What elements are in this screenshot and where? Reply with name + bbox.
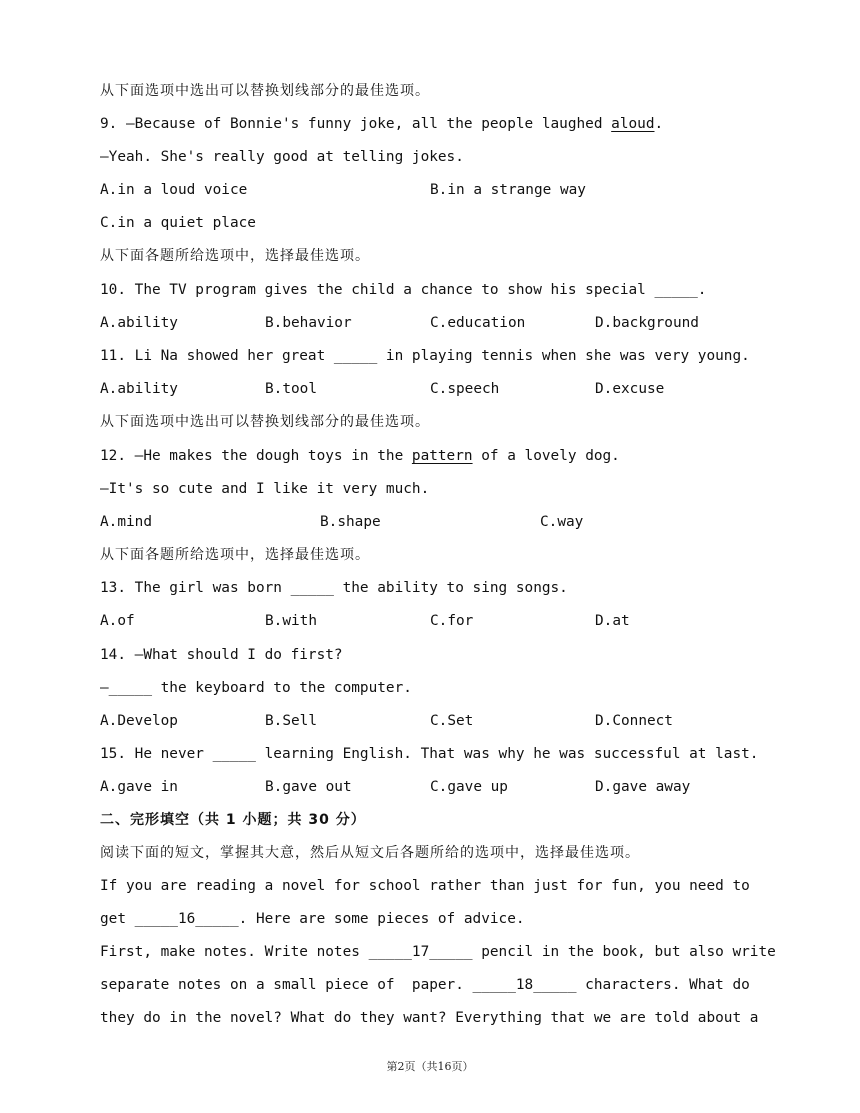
passage-line-2: get _____16_____. Here are some pieces of advice. [100, 911, 525, 927]
q11-option-a: A.ability [100, 381, 178, 397]
q9-text-after: . [654, 116, 664, 132]
passage-line-3: First, make notes. Write notes _____17_____ pencil in the book, but also write [100, 944, 776, 960]
question-14-stem: 14. —What should I do first? [100, 647, 343, 663]
section-2-heading: 二、完形填空（共 1 小题；共 30 分） [100, 812, 366, 828]
q9-option-a: A.in a loud voice [100, 182, 248, 198]
q15-option-c: C.gave up [430, 779, 508, 795]
q13-option-d: D.at [595, 613, 630, 629]
question-9-stem [100, 115, 663, 133]
q15-option-b: B.gave out [265, 779, 352, 795]
q12-option-c: C.way [540, 514, 584, 530]
passage-line-5: they do in the novel? What do they want? Everything that we are told about a [100, 1010, 759, 1026]
q9-text-before: 9. —Because of Bonnie's funny joke, all the people laughed [100, 116, 612, 132]
page-footer: 第2页（共16页） [386, 1060, 474, 1073]
q15-option-a: A.gave in [100, 779, 178, 795]
question-10-stem: 10. The TV program gives the child a chance to show his special _____. [100, 282, 707, 298]
q12-underlined-word: pattern [411, 448, 473, 464]
instruction-choose-2: 从下面各题所给选项中，选择最佳选项。 [100, 547, 370, 563]
q12-text-after: of a lovely dog. [472, 448, 620, 464]
instruction-replace: 从下面选项中选出可以替换划线部分的最佳选项。 [100, 83, 430, 99]
q10-option-a: A.ability [100, 315, 178, 331]
instruction-replace-2: 从下面选项中选出可以替换划线部分的最佳选项。 [100, 414, 430, 430]
q10-option-d: D.background [595, 315, 699, 331]
q11-option-b: B.tool [265, 381, 317, 397]
question-12-reply: —It's so cute and I like it very much. [100, 481, 430, 497]
question-12-stem [100, 447, 620, 465]
question-14-reply: —_____ the keyboard to the computer. [100, 680, 412, 696]
q10-option-c: C.education [430, 315, 526, 331]
q14-option-d: D.Connect [595, 713, 673, 729]
section-2-instruction: 阅读下面的短文，掌握其大意，然后从短文后各题所给的选项中，选择最佳选项。 [100, 845, 640, 861]
q15-option-d: D.gave away [595, 779, 691, 795]
q12-text-before: 12. —He makes the dough toys in the [100, 448, 412, 464]
q10-option-b: B.behavior [265, 315, 352, 331]
q9-option-b: B.in a strange way [430, 182, 586, 198]
instruction-choose: 从下面各题所给选项中，选择最佳选项。 [100, 248, 370, 264]
q13-option-c: C.for [430, 613, 474, 629]
q9-underlined-word: aloud [611, 116, 655, 132]
q12-option-a: A.mind [100, 514, 152, 530]
question-15-stem: 15. He never _____ learning English. That was why he was successful at last. [100, 746, 759, 762]
q9-option-c: C.in a quiet place [100, 215, 256, 231]
q11-option-c: C.speech [430, 381, 500, 397]
passage-line-1: If you are reading a novel for school rather than just for fun, you need to [100, 878, 750, 894]
question-13-stem: 13. The girl was born _____ the ability to sing songs. [100, 580, 568, 596]
q13-option-a: A.of [100, 613, 135, 629]
question-11-stem: 11. Li Na showed her great _____ in playing tennis when she was very young. [100, 348, 750, 364]
question-9-reply: —Yeah. She's really good at telling jokes. [100, 149, 464, 165]
q14-option-c: C.Set [430, 713, 474, 729]
q14-option-b: B.Sell [265, 713, 317, 729]
q11-option-d: D.excuse [595, 381, 665, 397]
passage-line-4: separate notes on a small piece of paper. _____18_____ characters. What do [100, 977, 750, 993]
q14-option-a: A.Develop [100, 713, 178, 729]
q13-option-b: B.with [265, 613, 317, 629]
q12-option-b: B.shape [320, 514, 381, 530]
